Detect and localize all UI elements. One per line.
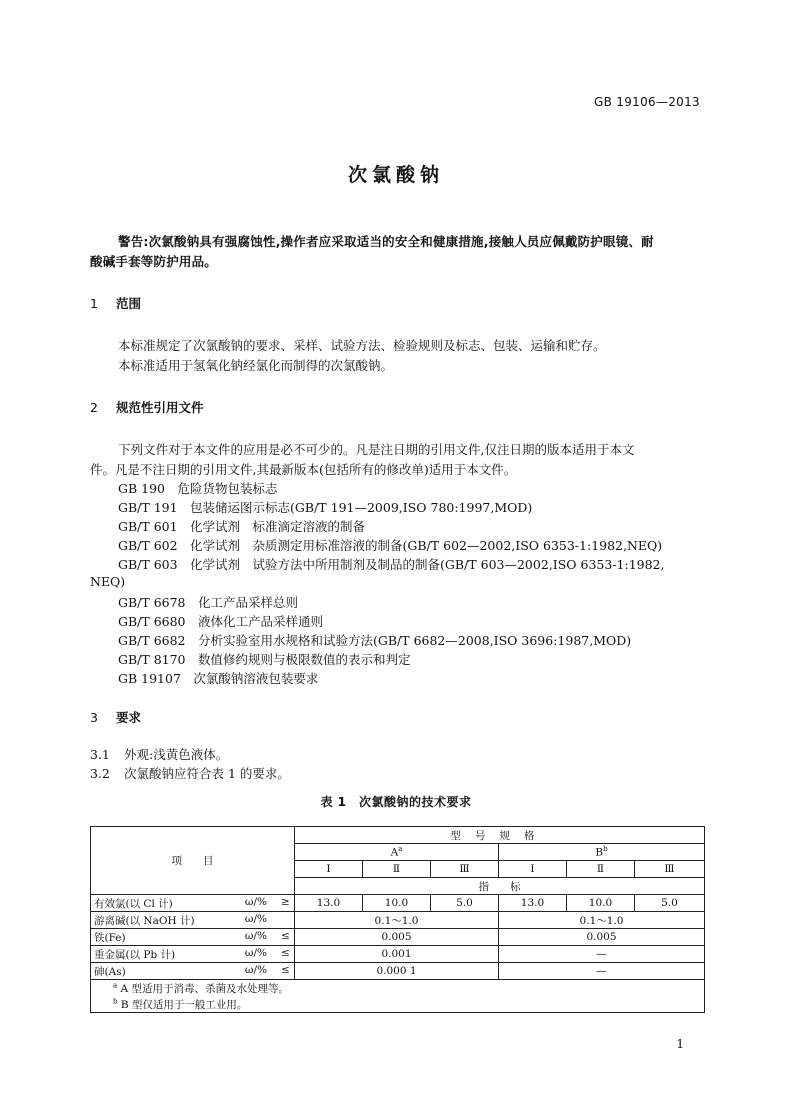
item-unit: ω/% (244, 946, 267, 959)
item-unit: ω/% (244, 963, 267, 976)
type-a-cell (295, 844, 499, 861)
footnote-mark: a (113, 981, 118, 989)
item-operator: ≤ (281, 929, 290, 942)
subclause-number: 3.1 (90, 747, 110, 762)
reference-item: GB 190 危险货物包装标志 (118, 481, 278, 496)
value-cell: 5.0 (431, 895, 499, 912)
type-a-value-cell: 0.000 1 (295, 963, 499, 980)
section-3-heading (90, 708, 141, 726)
warning-line-2: 酸碱手套等防护用品。 (90, 254, 218, 269)
section-title: 范围 (116, 296, 142, 311)
type-a-value-cell: 0.001 (295, 946, 499, 963)
grade-cell: Ⅲ (635, 861, 705, 878)
table-row (91, 929, 705, 946)
section-title: 规范性引用文件 (116, 400, 204, 415)
type-a-label: A (390, 846, 399, 859)
grade-cell: Ⅱ (567, 861, 635, 878)
section-number: 1 (90, 296, 98, 311)
item-cell (91, 929, 295, 946)
section-1-heading (90, 294, 141, 312)
reference-item: GB/T 8170 数值修约规则与极限数值的表示和判定 (118, 652, 411, 667)
footnote-cell (91, 996, 705, 1013)
type-header-cell (295, 827, 705, 844)
section-2-intro-line-1: 下列文件对于本文件的应用是必不可少的。凡是注日期的引用文件,仅注日期的版本适用于本文 (118, 442, 635, 457)
item-operator: ≤ (281, 946, 290, 959)
type-a-value-cell: 0.005 (295, 929, 499, 946)
table-footnote-row (91, 996, 705, 1013)
table-row (91, 946, 705, 963)
footnote-cell (91, 980, 705, 997)
section-number: 2 (90, 400, 98, 415)
item-operator: ≤ (281, 963, 290, 976)
item-name: 铁(Fe) (94, 931, 126, 944)
value-cell: 13.0 (295, 895, 363, 912)
technical-requirements-table (90, 826, 705, 1013)
reference-item: GB/T 191 包装储运图示标志(GB/T 191—2009,ISO 780:1997,MOD) (118, 500, 533, 515)
item-operator: ≥ (281, 895, 290, 908)
table-row (91, 963, 705, 980)
section-title: 要求 (116, 710, 142, 725)
value-cell: 5.0 (635, 895, 705, 912)
grade-cell: Ⅱ (363, 861, 431, 878)
subclause-text: 外观:浅黄色液体。 (124, 747, 229, 762)
footnote-text: A 型适用于消毒、杀菌及水处理等。 (120, 982, 289, 995)
grade-cell: Ⅲ (431, 861, 499, 878)
warning-line-1: 警告:次氯酸钠具有强腐蚀性,操作者应采取适当的安全和健康措施,接触人员应佩戴防护眼镜、耐 (118, 234, 654, 249)
table-row (91, 895, 705, 912)
standard-number: GB 19106—2013 (594, 95, 700, 109)
table-footnote-row (91, 980, 705, 997)
value-cell: 10.0 (363, 895, 431, 912)
footnote-text: B 型仅适用于一般工业用。 (120, 998, 248, 1011)
type-b-value-cell: 0.1～1.0 (499, 912, 705, 929)
page-number: 1 (676, 1037, 684, 1051)
subclause-3-2 (90, 764, 290, 782)
section-number: 3 (90, 710, 98, 725)
reference-item: GB 19107 次氯酸钠溶液包装要求 (118, 671, 319, 686)
reference-item: GB/T 601 化学试剂 标准滴定溶液的制备 (118, 519, 366, 534)
item-cell (91, 912, 295, 929)
reference-item: GB/T 6682 分析实验室用水规格和试验方法(GB/T 6682—2008,ISO 3696:1987,MOD) (118, 633, 632, 648)
section-1-paragraph-2: 本标准适用于氢氧化钠经氯化而制得的次氯酸钠。 (118, 358, 394, 373)
reference-item: GB/T 6680 液体化工产品采样通则 (118, 614, 324, 629)
subclause-text: 次氯酸钠应符合表 1 的要求。 (124, 766, 290, 781)
grade-cell: Ⅰ (295, 861, 363, 878)
item-header: 项 目 (171, 855, 214, 867)
type-b-value-cell: — (499, 963, 705, 980)
item-unit: ω/% (244, 895, 267, 908)
reference-item: GB/T 603 化学试剂 试验方法中所用制剂及制品的制备(GB/T 603—2002,ISO 6353-1:1982, (118, 557, 665, 572)
index-header: 指 标 (478, 880, 521, 893)
reference-item: GB/T 602 化学试剂 杂质测定用标准溶液的制备(GB/T 602—2002,ISO 6353-1:1982,NEQ) (118, 538, 663, 553)
footnote-mark: b (113, 997, 118, 1005)
subclause-number: 3.2 (90, 766, 110, 781)
section-2-intro-line-2: 件。凡是不注日期的引用文件,其最新版本(包括所有的修改单)适用于本文件。 (90, 462, 517, 477)
item-cell (91, 946, 295, 963)
item-name: 有效氯(以 Cl 计) (94, 897, 173, 910)
value-cell: 10.0 (567, 895, 635, 912)
item-name: 游离碱(以 NaOH 计) (94, 914, 195, 927)
item-cell (91, 963, 295, 980)
table-row (91, 912, 705, 929)
value-cell: 13.0 (499, 895, 567, 912)
type-b-value-cell: 0.005 (499, 929, 705, 946)
footnote-mark: a (398, 845, 403, 854)
document-title: 次氯酸钠 (347, 164, 444, 186)
item-cell (91, 895, 295, 912)
item-unit: ω/% (244, 912, 267, 925)
table-caption: 表 1 次氯酸钠的技术要求 (320, 795, 472, 809)
type-a-value-cell: 0.1～1.0 (295, 912, 499, 929)
item-name: 重金属(以 Pb 计) (94, 948, 176, 961)
item-name: 砷(As) (94, 965, 126, 978)
section-2-heading (90, 398, 204, 416)
reference-item-continuation: NEQ) (90, 574, 126, 589)
type-header: 型号规格 (450, 829, 549, 842)
grade-cell: Ⅰ (499, 861, 567, 878)
subclause-3-1 (90, 745, 228, 763)
item-header-cell (91, 827, 295, 895)
section-1-paragraph-1: 本标准规定了次氯酸钠的要求、采样、试验方法、检验规则及标志、包装、运输和贮存。 (118, 338, 606, 353)
type-b-value-cell: — (499, 946, 705, 963)
reference-item: GB/T 6678 化工产品采样总则 (118, 595, 299, 610)
type-b-cell (499, 844, 705, 861)
index-header-cell (295, 878, 705, 895)
type-b-label: B (595, 846, 604, 859)
item-unit: ω/% (244, 929, 267, 942)
footnote-mark: b (603, 845, 608, 854)
